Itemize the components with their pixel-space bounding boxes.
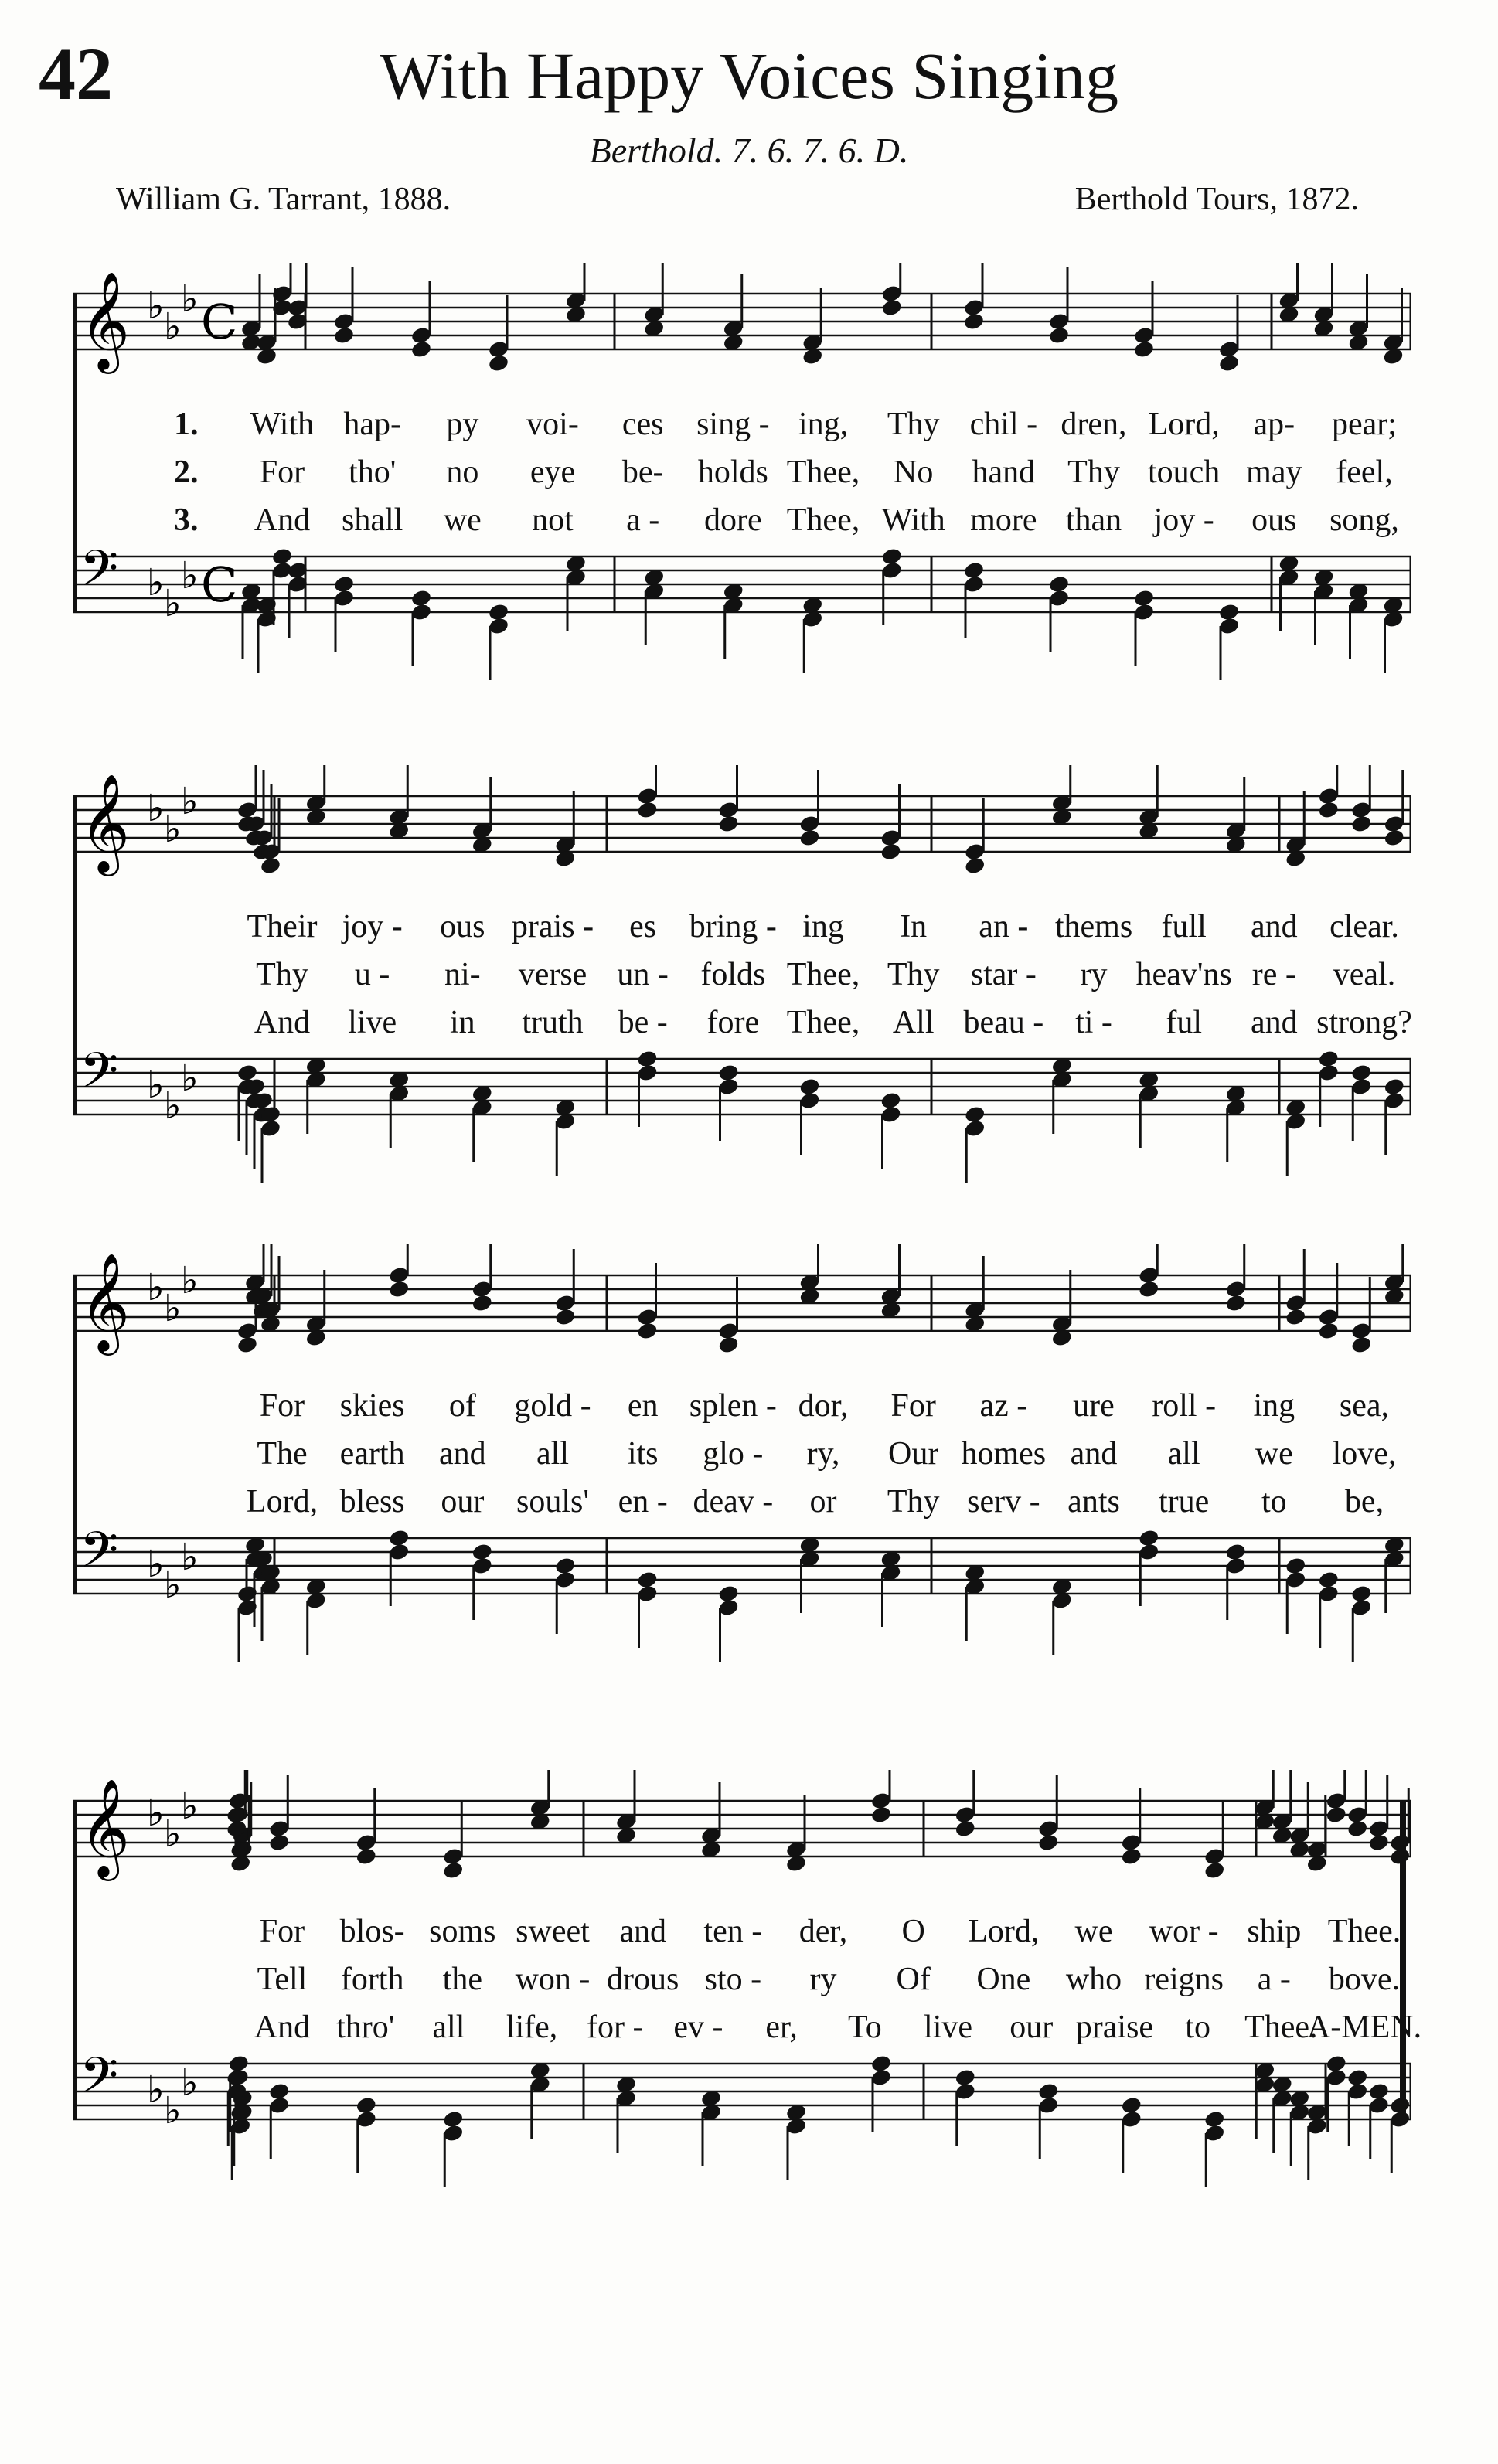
note-head (442, 1860, 465, 1880)
lyric-syllable: we (1255, 1436, 1293, 1472)
lyric-syllable: be- (621, 454, 664, 490)
flat-icon: ♭ (181, 1536, 199, 1579)
verse-line (73, 2009, 1422, 2055)
lyric-syllable: Lord, (246, 1484, 318, 1520)
lyric-syllable: Thee. (1244, 2010, 1318, 2045)
lyric-syllable: reigns (1144, 1962, 1224, 1997)
lyric-syllable: our (1009, 2010, 1054, 2045)
flat-icon: ♭ (164, 2089, 182, 2132)
lyric-syllable: er, (765, 2010, 798, 2045)
verse-line (73, 1387, 1411, 1434)
bass-clef-icon: 𝄢 (80, 540, 119, 610)
lyric-syllable: for - (587, 2010, 644, 2045)
hymn-title: With Happy Voices Singing (379, 39, 1119, 113)
lyric-syllable: py (446, 407, 479, 442)
music-composer: Berthold Tours, 1872. (1074, 182, 1359, 217)
lyric-syllable: ry (1080, 957, 1108, 992)
lyric-syllable: And (254, 2010, 311, 2045)
lyric-syllable: a - (626, 502, 660, 538)
lyric-syllable: ure (1073, 1388, 1115, 1424)
lyric-syllable: be - (618, 1005, 668, 1040)
lyric-syllable: es (629, 909, 657, 944)
lyric-syllable: ry (809, 1962, 837, 1997)
note-head (488, 353, 510, 373)
note-head (1285, 1307, 1307, 1326)
note-head (471, 1293, 493, 1312)
lyric-syllable: feel, (1336, 454, 1393, 490)
lyric-syllable: dor, (798, 1388, 849, 1424)
note-head (1133, 339, 1156, 359)
words-author: William G. Tarrant, 1888. (116, 182, 451, 217)
flat-icon: ♭ (164, 808, 182, 851)
lyric-syllable: ous (1251, 502, 1297, 538)
lyric-syllable: drous (606, 1962, 679, 1997)
lyric-syllable: than (1065, 502, 1122, 538)
lyric-syllable: soms (429, 1914, 496, 1949)
treble-clef-icon: 𝄞 (80, 1252, 131, 1351)
note-head (880, 298, 903, 317)
verse-line (73, 908, 1411, 955)
flat-icon: ♭ (181, 554, 199, 597)
note-head (717, 814, 740, 833)
lyric-syllable: ing (802, 909, 844, 944)
note-head (1367, 1833, 1390, 1852)
flat-icon: ♭ (181, 780, 199, 823)
lyric-syllable: a - (1257, 1962, 1291, 1997)
lyric-syllable: ry, (806, 1436, 840, 1472)
lyric-syllable: hap- (343, 407, 401, 442)
lyric-syllable: bring - (689, 909, 777, 944)
verse-number: 1. (174, 407, 199, 442)
lyric-syllable: we (443, 502, 482, 538)
lyric-syllable: And (254, 1005, 311, 1040)
lyric-syllable: az - (979, 1388, 1028, 1424)
verse-line (73, 1435, 1411, 1482)
note-head (268, 1833, 291, 1852)
lyric-syllable: deav - (693, 1484, 774, 1520)
lyric-syllable: homes (961, 1436, 1047, 1472)
lyric-syllable: folds (700, 957, 766, 992)
flat-icon: ♭ (181, 277, 199, 321)
lyric-syllable: skies (339, 1388, 405, 1424)
lyric-syllable: in (449, 1005, 475, 1040)
note-head (1383, 828, 1405, 847)
lyric-syllable: ti - (1075, 1005, 1112, 1040)
lyric-syllable: dren, (1061, 407, 1127, 442)
lyric-syllable: hand (972, 454, 1036, 490)
lyric-syllable: all (432, 2010, 465, 2045)
lyric-syllable: bless (339, 1484, 405, 1520)
verse-line (73, 1483, 1411, 1530)
lyric-syllable: en - (618, 1484, 668, 1520)
lyric-syllable: and (619, 1914, 666, 1949)
lyric-syllable: voi- (526, 407, 579, 442)
note-head (388, 1279, 410, 1298)
lyric-syllable: chil - (969, 407, 1038, 442)
lyric-syllable: ing, (798, 407, 849, 442)
note-head (1138, 1279, 1160, 1298)
lyric-syllable: splen - (689, 1388, 777, 1424)
note-head (1389, 2095, 1411, 2115)
treble-clef-icon: 𝄞 (80, 1778, 131, 1877)
verse-line (73, 1913, 1411, 1959)
lyric-syllable: who (1065, 1962, 1122, 1997)
lyric-syllable: verse (518, 957, 587, 992)
note-head (963, 311, 986, 331)
flat-icon: ♭ (181, 1057, 199, 1100)
note-head (880, 842, 902, 861)
flat-icon: ♭ (164, 582, 182, 625)
flat-icon: ♭ (181, 2061, 199, 2105)
lyric-syllable: ten - (703, 1914, 763, 1949)
flat-icon: ♭ (164, 1287, 182, 1330)
flat-icon: ♭ (147, 787, 165, 830)
bass-clef-icon: 𝄢 (80, 1522, 119, 1591)
lyric-syllable: clear. (1329, 909, 1399, 944)
flat-icon: ♭ (147, 1064, 165, 1107)
lyric-syllable: wor - (1149, 1914, 1219, 1949)
note-head (355, 1846, 377, 1866)
lyric-syllable: to (1185, 2010, 1210, 2045)
lyric-syllable: ship (1247, 1914, 1302, 1949)
lyric-syllable: fore (706, 1005, 760, 1040)
common-time-icon: C (201, 294, 238, 350)
note-head (1350, 814, 1373, 833)
lyric-syllable: O (901, 1914, 925, 1949)
lyric-syllable: blos- (339, 1914, 405, 1949)
note-head (636, 1321, 659, 1340)
lyric-syllable: all (536, 1436, 569, 1472)
note-head (1224, 1293, 1247, 1312)
note-head (954, 1819, 976, 1838)
note-head (1120, 1846, 1142, 1866)
lyric-syllable: A-MEN. (1306, 2010, 1422, 2045)
lyric-syllable: live (348, 1005, 397, 1040)
lyric-syllable: beau - (963, 1005, 1044, 1040)
lyric-syllable: not (532, 502, 574, 538)
note-head (237, 1335, 259, 1354)
lyric-syllable: Thee, (786, 957, 860, 992)
lyric-syllable: won - (515, 1962, 591, 1997)
lyric-syllable: song, (1329, 502, 1399, 538)
lyric-syllable: ing (1253, 1388, 1295, 1424)
lyric-syllable: ni- (444, 957, 481, 992)
lyric-syllable: sweet (516, 1914, 590, 1949)
lyric-syllable: and (1251, 1005, 1298, 1040)
lyric-syllable: All (892, 1005, 935, 1040)
lyric-syllable: of (448, 1388, 476, 1424)
note-head (333, 325, 356, 345)
lyric-syllable: re - (1251, 957, 1296, 992)
verse-line (73, 502, 1411, 548)
lyric-syllable: Thee, (786, 454, 860, 490)
lyric-syllable: tho' (349, 454, 397, 490)
lyric-syllable: its (627, 1436, 659, 1472)
lyric-syllable: gold - (514, 1388, 591, 1424)
flat-icon: ♭ (147, 284, 165, 328)
verse-line (73, 1961, 1411, 2007)
note-head (1325, 1805, 1347, 1824)
note-head (554, 1307, 577, 1326)
lyric-syllable: un - (617, 957, 669, 992)
lyric-syllable: thro' (336, 2010, 395, 2045)
music-system (73, 263, 1411, 696)
music-system (73, 1244, 1411, 1677)
lyric-syllable: joy - (1153, 502, 1214, 538)
flat-icon: ♭ (164, 1084, 182, 1128)
lyric-syllable: No (893, 454, 934, 490)
lyric-syllable: To (847, 2010, 882, 2045)
lyric-syllable: more (970, 502, 1037, 538)
flat-icon: ♭ (181, 1259, 199, 1302)
music-system (73, 1770, 1422, 2203)
lyric-syllable: In (900, 909, 928, 944)
verse-line (73, 406, 1411, 452)
note-head (1350, 1335, 1373, 1354)
lyric-syllable: serv - (967, 1484, 1040, 1520)
lyric-syllable: star - (970, 957, 1037, 992)
lyric-syllable: holds (697, 454, 768, 490)
lyric-syllable: With (881, 502, 945, 538)
lyric-syllable: life, (506, 2010, 558, 2045)
lyric-syllable: Thee, (786, 502, 860, 538)
lyric-syllable: en (627, 1388, 659, 1424)
lyric-syllable: pear; (1332, 407, 1397, 442)
lyric-syllable: roll - (1152, 1388, 1217, 1424)
lyric-syllable: heav'ns (1135, 957, 1232, 992)
lyric-syllable: ev - (673, 2010, 723, 2045)
lyric-syllable: praise (1075, 2010, 1154, 2045)
lyric-syllable: live (924, 2010, 973, 2045)
lyric-syllable: For (890, 1388, 936, 1424)
lyric-syllable: shall (341, 502, 403, 538)
lyric-syllable: to (1261, 1484, 1287, 1520)
note-head (1317, 1321, 1340, 1340)
lyric-syllable: Our (887, 1436, 939, 1472)
lyric-syllable: full (1161, 909, 1207, 944)
lyric-syllable: For (259, 1388, 305, 1424)
lyric-syllable: earth (339, 1436, 405, 1472)
flat-icon: ♭ (164, 305, 182, 349)
lyric-syllable: and (1070, 1436, 1118, 1472)
lyric-syllable: ants (1067, 1484, 1120, 1520)
lyric-syllable: Thy (256, 957, 308, 992)
note-head (1346, 1819, 1369, 1838)
note-head (717, 1335, 740, 1354)
lyric-syllable: Thy (887, 407, 940, 442)
lyric-syllable: For (259, 454, 305, 490)
lyric-syllable: the (442, 1962, 482, 1997)
note-head (1048, 325, 1071, 345)
flat-icon: ♭ (147, 1792, 165, 1835)
lyric-syllable: ap- (1253, 407, 1295, 442)
lyric-syllable: love, (1332, 1436, 1397, 1472)
lyric-syllable: The (257, 1436, 308, 1472)
bass-clef-icon: 𝄢 (80, 1043, 119, 1112)
lyric-syllable: eye (529, 454, 576, 490)
lyric-syllable: Of (896, 1962, 931, 1997)
flat-icon: ♭ (147, 2068, 165, 2112)
lyric-syllable: der, (798, 1914, 848, 1949)
lyric-syllable: ful (1166, 1005, 1202, 1040)
note-head (798, 828, 821, 847)
verse-number: 2. (174, 454, 199, 490)
lyric-syllable: forth (340, 1962, 404, 1997)
lyric-syllable: One (976, 1962, 1031, 1997)
lyric-syllable: and (1251, 909, 1298, 944)
lyric-syllable: and (439, 1436, 486, 1472)
note-head (870, 1805, 893, 1824)
flat-icon: ♭ (147, 561, 165, 604)
note-head (1037, 1833, 1060, 1852)
lyric-syllable: ces (621, 407, 664, 442)
lyric-syllable: prais - (511, 909, 594, 944)
lyric-syllable: Lord, (968, 1914, 1040, 1949)
flat-icon: ♭ (147, 1266, 165, 1309)
lyric-syllable: u - (354, 957, 390, 992)
note-head (1204, 1860, 1226, 1880)
lyric-syllable: be, (1344, 1484, 1384, 1520)
verse-line (73, 454, 1411, 500)
lyric-syllable: an - (979, 909, 1029, 944)
treble-clef-icon: 𝄞 (80, 271, 131, 369)
lyric-syllable: touch (1148, 454, 1221, 490)
note-head (1317, 800, 1340, 819)
note-head (636, 800, 659, 819)
note-head (1389, 1846, 1411, 1866)
lyric-syllable: ous (440, 909, 485, 944)
hymn-number: 42 (39, 32, 113, 115)
lyric-syllable: sto - (704, 1962, 762, 1997)
lyric-syllable: bove. (1328, 1962, 1401, 1997)
lyric-syllable: dore (704, 502, 762, 538)
lyric-syllable: our (441, 1484, 485, 1520)
lyric-syllable: Thee. (1327, 1914, 1401, 1949)
lyric-syllable: Thy (887, 1484, 940, 1520)
lyric-syllable: souls' (516, 1484, 589, 1520)
common-time-icon: C (201, 556, 238, 613)
verse-line (73, 956, 1411, 1002)
lyric-syllable: sea, (1339, 1388, 1390, 1424)
lyric-syllable: or (809, 1484, 837, 1520)
treble-clef-icon: 𝄞 (80, 773, 131, 872)
lyric-syllable: For (259, 1914, 305, 1949)
lyric-syllable: veal. (1333, 957, 1396, 992)
note-head (410, 339, 433, 359)
note-head (964, 856, 986, 875)
lyric-syllable: joy - (342, 909, 403, 944)
lyric-syllable: glo - (703, 1436, 764, 1472)
lyric-syllable: thems (1054, 909, 1133, 944)
lyric-syllable: sing - (696, 407, 770, 442)
lyric-syllable: no (446, 454, 479, 490)
note-head (1218, 353, 1241, 373)
flat-icon: ♭ (164, 1812, 182, 1856)
lyric-syllable: truth (522, 1005, 584, 1040)
bass-clef-icon: 𝄢 (80, 2047, 119, 2117)
flat-icon: ♭ (164, 1564, 182, 1607)
verse-line (73, 1004, 1411, 1050)
lyric-syllable: Thy (887, 957, 940, 992)
lyric-syllable: we (1074, 1914, 1113, 1949)
flat-icon: ♭ (147, 1543, 165, 1586)
lyric-syllable: all (1167, 1436, 1200, 1472)
lyric-syllable: With (250, 407, 315, 442)
flat-icon: ♭ (181, 1785, 199, 1828)
lyric-syllable: Thee, (786, 1005, 860, 1040)
tune-meter: Berthold. 7. 6. 7. 6. D. (589, 131, 909, 170)
music-system (73, 765, 1411, 1198)
lyric-syllable: Lord, (1148, 407, 1220, 442)
lyric-syllable: strong? (1316, 1005, 1412, 1040)
lyric-syllable: Thy (1067, 454, 1120, 490)
lyric-syllable: Their (247, 909, 318, 944)
lyric-syllable: And (254, 502, 311, 538)
verse-number: 3. (174, 502, 199, 538)
lyric-syllable: true (1159, 1484, 1210, 1520)
lyric-syllable: Tell (257, 1962, 308, 1997)
lyric-syllable: may (1246, 454, 1302, 490)
